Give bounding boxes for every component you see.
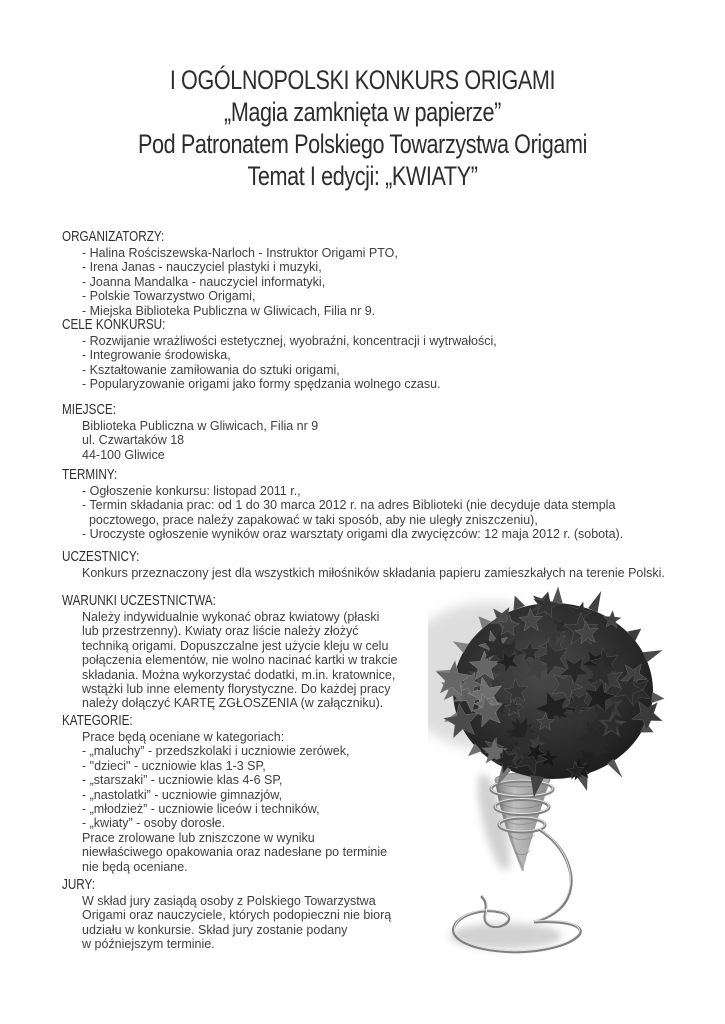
text-line: Należy indywidualnie wykonać obraz kwiatowy (płaski: [82, 610, 380, 624]
text-line: - „kwiaty” - osoby dorosłe.: [82, 816, 226, 831]
section-heading: TERMINY:: [62, 466, 118, 483]
title-line: „Magia zamknięta w papierze”: [224, 97, 501, 127]
text-line: Prace będą oceniane w kategoriach:: [82, 730, 285, 744]
origami-bouquet-photo: [428, 584, 720, 1004]
text-line: - „nastolatki” - uczniowie gimnazjów,: [82, 787, 283, 802]
text-line: - Irena Janas - nauczyciel plastyki i muzyki,: [82, 260, 322, 275]
section-heading: KATEGORIE:: [62, 712, 133, 729]
text-line: nie będą oceniane.: [82, 859, 188, 874]
text-line: - Polskie Towarzystwo Origami,: [82, 289, 256, 304]
section-heading: UCZESTNICY:: [62, 548, 140, 565]
text-line: udziału w konkursie. Skład jury zostanie podany: [82, 922, 348, 937]
text-line: - Popularyzowanie origami jako formy spędzania wolnego czasu.: [82, 377, 441, 392]
section-body: [62, 566, 665, 580]
text-line: - Rozwijanie wrażliwości estetycznej, wyobraźni, koncentracji i wytrwałości,: [82, 334, 497, 348]
section-jury: [62, 876, 437, 952]
section-body: [62, 484, 623, 542]
text-line: - "dzieci" - uczniowie klas 1-3 SP,: [82, 758, 266, 773]
text-line: - Termin składania prac: od 1 do 30 marca 2012 r. na adres Biblioteki (nie decyduje data stempla: [82, 498, 616, 513]
section-body: [62, 419, 318, 462]
text-line: - Miejska Biblioteka Publiczna w Gliwicach, Filia nr 9.: [82, 303, 376, 318]
section-miejsce: [62, 401, 318, 462]
text-line: ul. Czwartaków 18: [82, 433, 185, 448]
section-organizatorzy: [62, 228, 398, 318]
text-line: składania. Można wykorzystać dodatki, m.in. kratownice,: [82, 667, 396, 682]
text-line: techniką origami. Dopuszczalne jest użycie kleju w celu: [82, 638, 389, 653]
section-heading: JURY:: [62, 876, 95, 893]
section-terminy: [62, 466, 623, 542]
section-body: [62, 334, 497, 392]
text-line: pocztowego, prace należy zapakować w taki sposób, aby nie uległy zniszczeniu),: [82, 512, 538, 527]
text-line: lub przestrzenny). Kwiaty oraz liście należy złożyć: [82, 624, 359, 639]
text-line: - Integrowanie środowiska,: [82, 348, 231, 363]
text-line: w późniejszym terminie.: [82, 937, 215, 952]
text-line: 44-100 Gliwice: [82, 447, 165, 462]
section-warunki-uczestnictwa: [62, 592, 437, 711]
leaf-spike: [651, 692, 664, 703]
text-line: - Halina Rościszewska-Narloch - Instruktor Origami PTO,: [82, 246, 398, 260]
section-heading: MIEJSCE:: [62, 401, 116, 418]
section-heading: CELE KONKURSU:: [62, 316, 166, 333]
section-cele-konkursu: [62, 316, 497, 392]
leaf-spike: [588, 591, 601, 612]
text-line: należy dołączyć KARTĘ ZGŁOSZENIA (w załączniku).: [82, 696, 384, 711]
section-heading: WARUNKI UCZESTNICTWA:: [62, 592, 216, 609]
title-line: Temat I edycji: „KWIATY”: [247, 161, 478, 191]
section-uczestnicy: [62, 548, 665, 580]
text-line: Konkurs przeznaczony jest dla wszystkich miłośników składania papieru zamieszkałych na terenie Polski.: [82, 566, 665, 580]
text-line: - „maluchy” - przedszkolaki i uczniowie zerówek,: [82, 744, 350, 759]
text-line: - Ogłoszenie konkursu: listopad 2011 r.,: [82, 484, 301, 498]
text-line: wstążki lub inne elementy florystyczne. Do każdej pracy: [82, 682, 391, 697]
section-body: [62, 246, 398, 318]
section-heading: ORGANIZATORZY:: [62, 228, 165, 245]
text-line: połączenia elementów, nie wolno nacinać kartki w trakcie: [82, 653, 398, 668]
origami-bouquet-illustration: [428, 584, 720, 1004]
title-line: Pod Patronatem Polskiego Towarzystwa Origami: [137, 129, 588, 159]
text-line: - Joanna Mandalka - nauczyciel informatyki,: [82, 274, 326, 289]
text-line: - „młodzież” - uczniowie liceów i techników,: [82, 802, 320, 817]
section-body: [62, 730, 447, 874]
text-line: - Kształtowanie zamiłowania do sztuki origami,: [82, 362, 340, 377]
text-line: - Uroczyste ogłoszenie wyników oraz warsztaty origami dla zwycięzców: 12 maja 2012 r. (sobota).: [82, 527, 624, 542]
text-line: Biblioteka Publiczna w Gliwicach, Filia nr 9: [82, 419, 319, 433]
text-line: - „starszaki” - uczniowie klas 4-6 SP,: [82, 773, 283, 788]
section-body: [62, 894, 437, 952]
section-body: [62, 610, 437, 711]
text-line: niewłaściwego opakowania oraz nadesłane po terminie: [82, 845, 388, 860]
text-line: Origami oraz nauczyciele, których podopieczni nie biorą: [82, 908, 392, 923]
title-line: I OGÓLNOPOLSKI KONKURS ORIGAMI: [169, 65, 556, 95]
document-title: [73, 64, 653, 192]
text-line: Prace zrolowane lub zniszczone w wyniku: [82, 830, 315, 845]
text-line: W skład jury zasiądą osoby z Polskiego Towarzystwa: [82, 894, 376, 908]
section-kategorie: [62, 712, 447, 874]
leaf-spike: [552, 586, 562, 603]
